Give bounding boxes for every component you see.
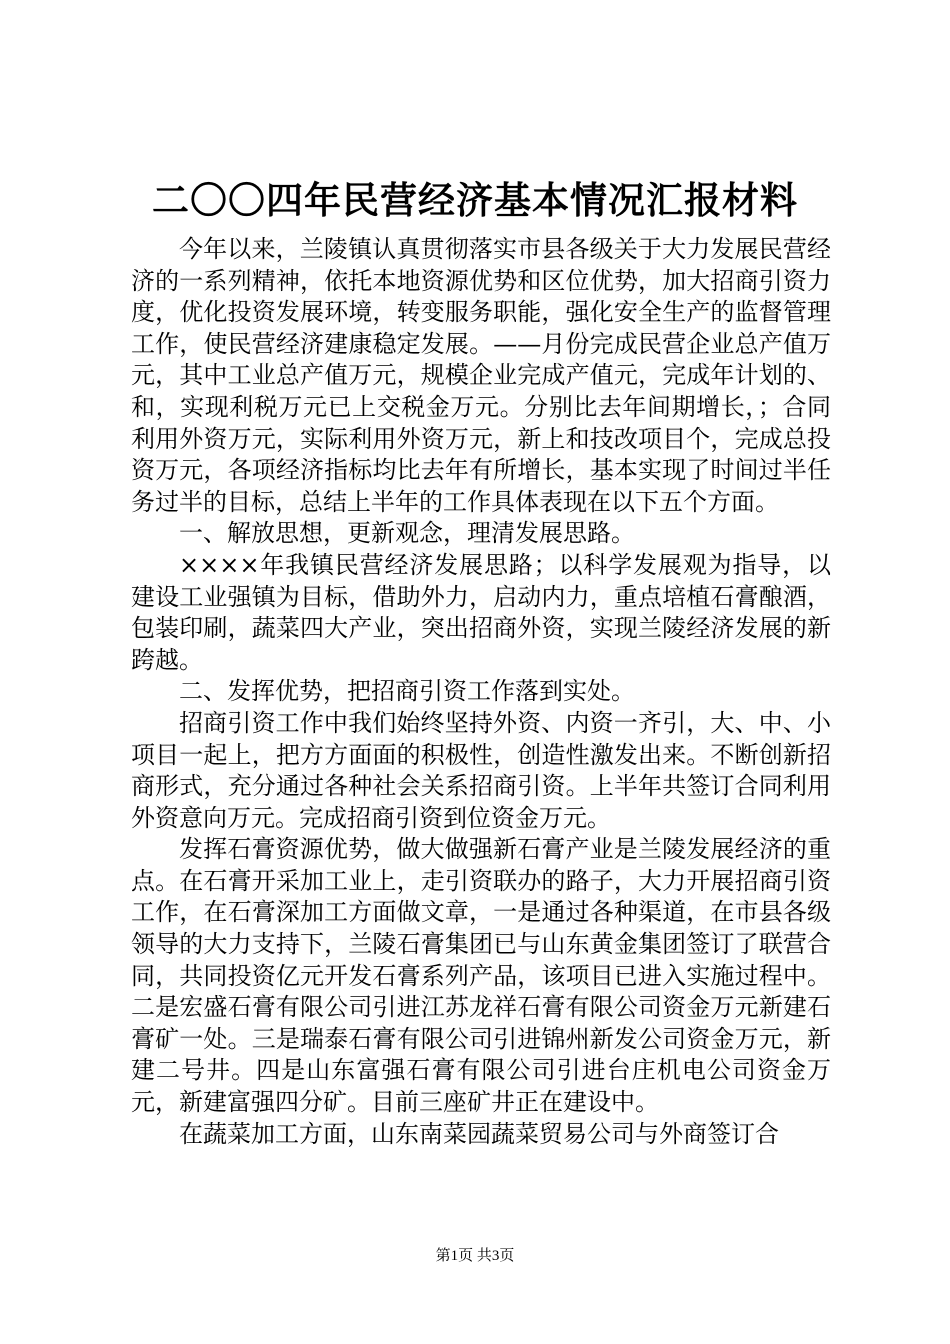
- paragraph-intro: 今年以来，兰陵镇认真贯彻落实市县各级关于大力发展民营经济的一系列精神，依托本地资源优势和区位优势，加大招商引资力度，优化投资发展环境，转变服务职能，强化安全生产的监督管理工作，使民营经济建康稳定发展。——月份完成民营企业总产值万元，其中工业总产值万元，规模企业完成产值元，完成年计划的、和，实现利税万元已上交税金万元。分别比去年间期增长，；合同利用外资万元，实际利用外资万元，新上和技改项目个，完成总投资万元，各项经济指标均比去年有所增长，基本实现了时间过半任务过半的目标，总结上半年的工作具体表现在以下五个方面。: [131, 235, 831, 516]
- document-title: 二〇〇四年民营经济基本情况汇报材料: [152, 178, 798, 222]
- paragraph-vegetable: 在蔬菜加工方面，山东南菜园蔬菜贸易公司与外商签订合: [179, 1119, 779, 1148]
- paragraph-gypsum: 发挥石膏资源优势，做大做强新石膏产业是兰陵发展经济的重点。在石膏开采加工业上，走引资联办的路子，大力开展招商引资工作，在石膏深加工方面做文章，一是通过各种渠道，在市县各级领导的大力支持下，兰陵石膏集团已与山东黄金集团签订了联营合同，共同投资亿元开发石膏系列产品，该项目已进入实施过程中。二是宏盛石膏有限公司引进江苏龙祥石膏有限公司资金万元新建石膏矿一处。三是瑞泰石膏有限公司引进锦州新发公司资金万元，新建二号井。四是山东富强石膏有限公司引进台庄机电公司资金万元，新建富强四分矿。目前三座矿井正在建设中。: [131, 835, 831, 1117]
- document-body: [131, 234, 831, 1150]
- section-heading-2: 二、发挥优势，把招商引资工作落到实处。: [179, 677, 635, 706]
- section-heading-1: 一、解放思想，更新观念，理清发展思路。: [179, 519, 635, 548]
- paragraph-development-idea: ××××年我镇民营经济发展思路；以科学发展观为指导，以建设工业强镇为目标，借助外力，启动内力，重点培植石膏酿酒，包装印刷，蔬菜四大产业，突出招商外资，实现兰陵经济发展的新跨越。: [131, 550, 831, 674]
- page-number-footer: 第1页 共3页: [435, 1248, 515, 1264]
- paragraph-investment: 招商引资工作中我们始终坚持外资、内资一齐引，大、中、小项目一起上，把方方面面的积极性，创造性激发出来。不断创新招商形式，充分通过各种社会关系招商引资。上半年共签订合同利用外资意向万元。完成招商引资到位资金万元。: [131, 708, 831, 832]
